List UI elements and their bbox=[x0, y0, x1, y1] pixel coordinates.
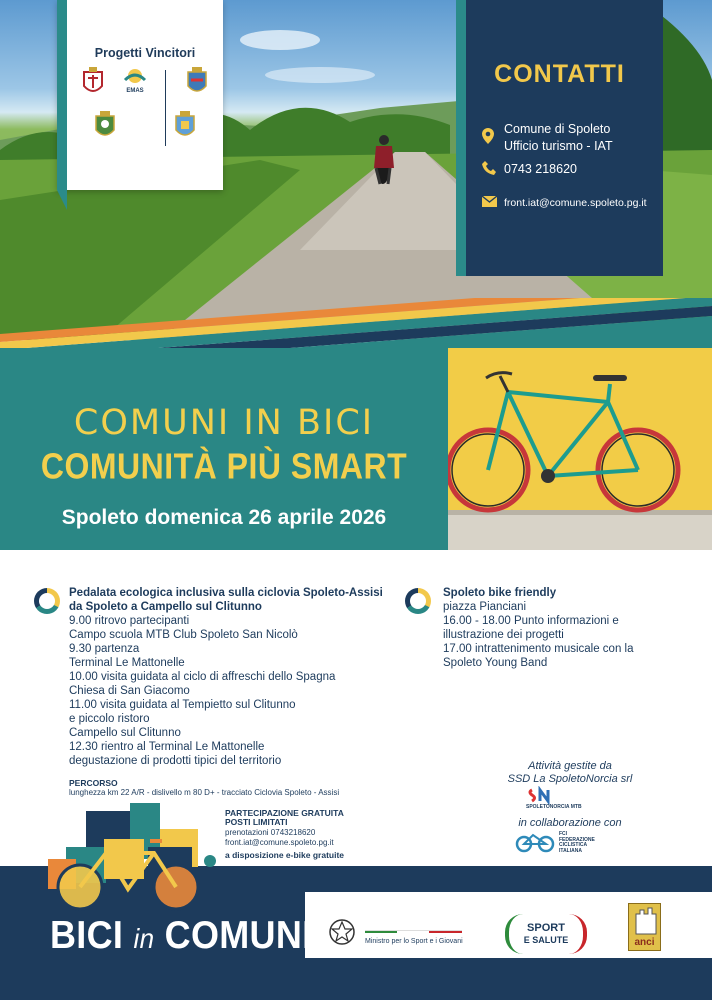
brand-word: COMUNE bbox=[154, 912, 327, 957]
winning-projects-title: Progetti Vincitori bbox=[94, 46, 196, 60]
program-right-item: 16.00 - 18.00 Punto informazioni e bbox=[443, 615, 619, 627]
fci-logo-icon bbox=[515, 831, 555, 853]
coat-of-arms-icon bbox=[184, 66, 210, 98]
program-left-item: Campo scuola MTB Club Spoleto San Nicolò bbox=[69, 629, 298, 641]
managed-by-company: SSD La SpoletoNorcia srl bbox=[507, 773, 633, 785]
contact-address-line2: Ufficio turismo - IAT bbox=[504, 139, 613, 153]
program-left-heading-line2: da Spoleto a Campello sul Clitunno bbox=[69, 601, 262, 613]
booking-phone: prenotazioni 0743218620 bbox=[225, 828, 316, 837]
program-bullet-icon bbox=[34, 588, 60, 614]
managed-by-label: Attività gestite da bbox=[528, 760, 612, 772]
program-right-item: piazza Pianciani bbox=[443, 601, 527, 613]
contact-phone: 0743 218620 bbox=[504, 162, 577, 176]
bicycle-photo bbox=[448, 348, 712, 550]
anci-label: anci bbox=[634, 937, 655, 948]
svg-text:EMAS: EMAS bbox=[126, 88, 144, 94]
program-left-item: degustazione di prodotti tipici del territorio bbox=[69, 755, 282, 767]
tower-icon bbox=[630, 906, 661, 936]
collaboration-label: in collaborazione con bbox=[518, 817, 622, 829]
location-pin-icon bbox=[482, 128, 494, 144]
program-bullet-icon bbox=[405, 588, 431, 614]
event-subtitle: COMUNITÀ PIÙ SMART bbox=[40, 445, 408, 487]
limited-places-label: POSTI LIMITATI bbox=[225, 817, 288, 827]
contact-email[interactable]: front.iat@comune.spoleto.pg.it bbox=[504, 197, 647, 209]
italian-flag-bar bbox=[365, 930, 462, 933]
fci-caption-line: FEDERAZIONE bbox=[559, 836, 595, 843]
fci-caption-line: CICLISTICA bbox=[559, 842, 588, 848]
brand-word: in bbox=[133, 922, 155, 955]
envelope-icon bbox=[482, 196, 497, 207]
program-left-item: 12.30 rientro al Terminal Le Mattonelle bbox=[69, 741, 265, 753]
event-date: Spoleto domenica 26 aprile 2026 bbox=[61, 506, 387, 529]
contacts-panel bbox=[456, 0, 663, 276]
event-title: COMUNI IN BICI bbox=[73, 403, 375, 443]
route-label: PERCORSO bbox=[69, 778, 118, 788]
brand-word: BICI bbox=[50, 912, 134, 957]
spoleto-coat-of-arms-icon bbox=[80, 66, 106, 98]
phone-icon bbox=[482, 161, 496, 175]
sport-logo-line: E SALUTE bbox=[523, 935, 569, 945]
program-left-item: Chiesa di San Giacomo bbox=[69, 685, 190, 697]
anci-logo bbox=[628, 903, 661, 951]
program-left-item: 11.00 visita guidata al Tempietto sul Clitunno bbox=[69, 699, 296, 711]
coat-of-arms-icon bbox=[172, 110, 198, 142]
sport-logo-line: SPORT bbox=[527, 922, 565, 934]
program-right-item: illustrazione dei progetti bbox=[443, 629, 564, 641]
ministry-label: Ministro per lo Sport e i Giovani bbox=[365, 938, 463, 945]
program-right-item: 17.00 intrattenimento musicale con la bbox=[443, 643, 634, 655]
winning-projects-card bbox=[57, 0, 223, 190]
program-left-item: 9.30 partenza bbox=[69, 643, 140, 655]
spoletonorcia-caption: SPOLETONORCIA MTB bbox=[526, 804, 582, 810]
title-band bbox=[0, 348, 448, 550]
contact-address-line1: Comune di Spoleto bbox=[504, 122, 611, 136]
coat-of-arms-icon bbox=[92, 110, 118, 142]
bici-in-comune-illustration bbox=[48, 803, 226, 913]
program-left-heading-line1: Pedalata ecologica inclusiva sulla ciclovia Spoleto-Assisi bbox=[69, 587, 383, 599]
sport-e-salute-logo bbox=[505, 914, 587, 954]
program-left-item: 10.00 visita guidata al ciclo di affreschi dello Spagna bbox=[69, 671, 336, 683]
fci-caption bbox=[559, 832, 595, 854]
program-left-item: Terminal Le Mattonelle bbox=[69, 657, 185, 669]
program-left-item: 9.00 ritrovo partecipanti bbox=[69, 615, 190, 627]
program-left-item: e piccolo ristoro bbox=[69, 713, 150, 725]
italian-republic-emblem-icon bbox=[328, 917, 356, 949]
program-right-item: Spoleto Young Band bbox=[443, 657, 548, 669]
fci-caption-line: ITALIANA bbox=[559, 847, 582, 854]
contacts-title: CONTATTI bbox=[494, 60, 625, 88]
program-left-item: Campello sul Clitunno bbox=[69, 727, 181, 739]
route-details: lunghezza km 22 A/R - dislivello m 80 D+ - tracciato Ciclovia Spoleto - Assisi bbox=[69, 788, 340, 797]
bici-in-comune-logo bbox=[50, 912, 326, 957]
emas-logo-icon bbox=[122, 66, 148, 98]
free-participation-label: PARTECIPAZIONE GRATUITA bbox=[225, 808, 344, 818]
fci-caption-line: FCI bbox=[559, 831, 568, 837]
booking-email[interactable]: front.iat@comune.spoleto.pg.it bbox=[225, 838, 334, 847]
ebike-note: a disposizione e-bike gratuite bbox=[225, 850, 345, 860]
program-right-heading: Spoleto bike friendly bbox=[443, 587, 557, 599]
